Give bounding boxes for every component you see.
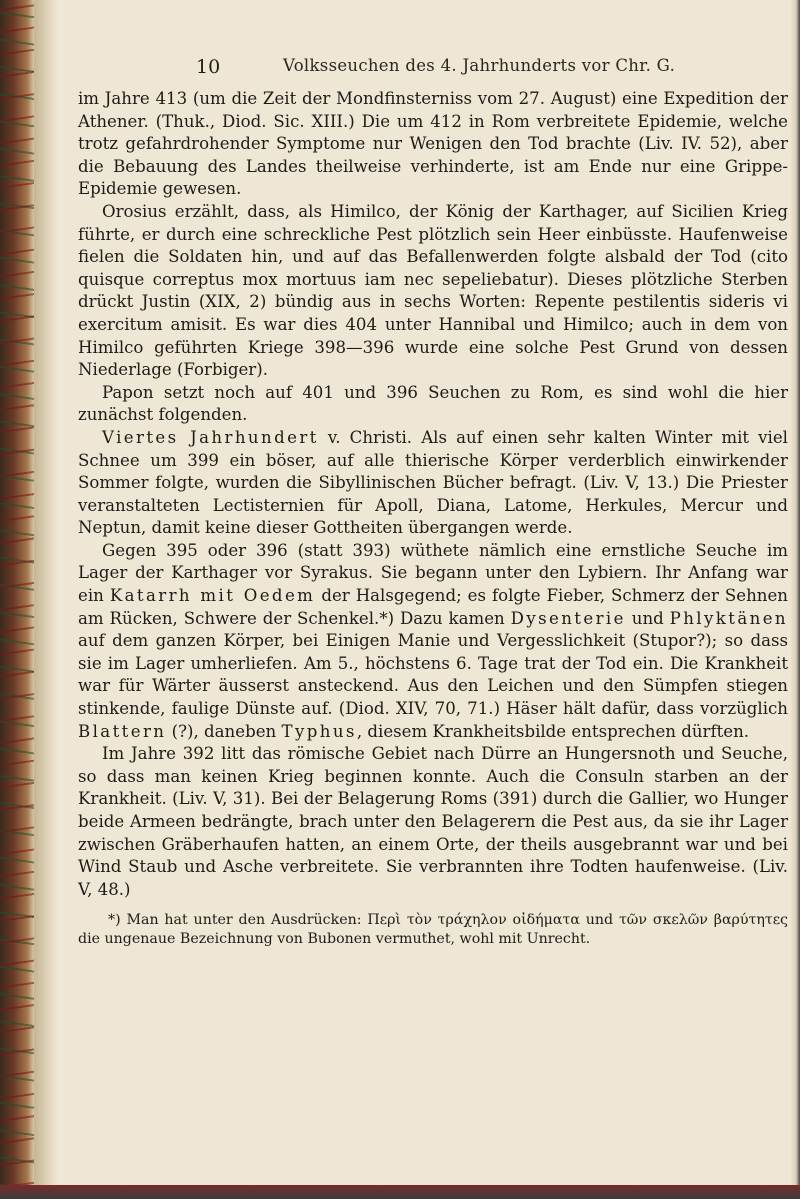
paragraph-text: , diesem Krankheitsbilde entsprechen dürften. (356, 721, 750, 741)
page-content (78, 56, 788, 949)
paragraph-text: Gegen 395 oder 396 (statt 393) wüthete nämlich eine ernstliche Seuche im Lager der Karthager vor Syrakus. Sie begann unter den Lybiern. Ihr Anfang war ein (78, 540, 788, 606)
paragraph: Papon setzt noch auf 401 und 396 Seuchen zu Rom, es sind wohl die hier zunächst folgenden. (78, 382, 788, 425)
footnote-text: *) Man hat unter den Ausdrücken: Περὶ τὸν τράχηλον οἰδήματα und τῶν σκελῶν βαρύτητες die ungenaue Bezeichnung von Bubonen vermuthet, wohl mit Unrecht. (78, 912, 788, 948)
paragraph-text: auf dem ganzen Körper, bei Einigen Manie und Vergesslichkeit (Stupor?); so dass sie im Lager umherliefen. Am 5., höchstens 6. Tage trat der Tod ein. Die Krankheit war für Wärter äusserst ansteckend. Aus den Leichen und den Sümpfen stiegen stinkende, faulige Dünste auf. (Diod. XIV, 70, 71.) Häser hält dafür, dass vorzüglich (78, 631, 788, 719)
page-number: 10 (196, 56, 221, 78)
bottom-edge (0, 1185, 800, 1199)
paragraph-text: und (625, 608, 670, 628)
paragraph-text: v. Christi. Als auf einen sehr kalten Winter mit viel Schnee um 399 ein böser, auf alle thierische Körper verderblich einwirkender Sommer folgte, wurden die Sibyllinischen Bücher befragt. (Liv. V, 13.) Die Priester veranstalteten Lectisternien für Apoll, Diana, Latome, Herkules, Mercur und Neptun, damit keine dieser Gottheiten übergangen werde. (78, 427, 788, 538)
spaced-heading: Viertes Jahrhundert (102, 427, 319, 447)
spaced-term: Blattern (78, 721, 167, 741)
paragraph (78, 540, 788, 743)
book-binding (0, 0, 34, 1199)
spaced-term: Phlyktänen (669, 608, 789, 628)
paragraph-text: (?), daneben (166, 721, 282, 741)
page-header (78, 56, 788, 86)
body-text (78, 88, 788, 901)
page-gutter (34, 0, 58, 1199)
footnote (78, 911, 788, 949)
page-edge (790, 0, 800, 1199)
spaced-term: Dysenterie (510, 608, 626, 628)
paragraph: Orosius erzählt, dass, als Himilco, der König der Karthager, auf Sicilien Krieg führte, er durch eine schreckliche Pest plötzlich sein Heer einbüsste. Haufenweise fielen die Soldaten hin, und auf das Befallenwerden folgte alsbald der Tod (cito quisque correptus mox mortuus iam nec sepeliebatur). Dieses plötzliche Sterben drückt Justin (XIX, 2) bündig aus in sechs Worten: Repente pestilentis sideris vi exercitum amisit. Es war dies 404 unter Hannibal und Himilco; auch in dem von Himilco geführten Kriege 398—396 wurde eine solche Pest Grund von dessen Niederlage (Forbiger). (78, 201, 788, 380)
paragraph: im Jahre 413 (um die Zeit der Mondfinsterniss vom 27. August) eine Expedition der Athener. (Thuk., Diod. Sic. XIII.) Die um 412 in Rom verbreitete Epidemie, welche trotz gefahrdrohender Symptome nur Wenigen den Tod brachte (Liv. IV. 52), aber die Bebauung des Landes theilweise verhinderte, ist am Ende nur eine Grippe-Epidemie gewesen. (78, 89, 788, 199)
paragraph (78, 427, 788, 540)
running-title: Volksseuchen des 4. Jahrhunderts vor Chr. G. (283, 56, 676, 75)
spaced-term: Typhus (281, 721, 357, 741)
spaced-term: Katarrh mit Oedem (109, 586, 316, 606)
paragraph-text: der Halsgegend; es folgte Fieber, Schmerz der Sehnen am Rücken, Schwere der Schenkel.*) Dazu kamen (78, 586, 788, 628)
paragraph: Im Jahre 392 litt das römische Gebiet nach Dürre an Hungersnoth und Seuche, so dass man keinen Krieg beginnen konnte. Auch die Consuln starben an der Krankheit. (Liv. V, 31). Bei der Belagerung Roms (391) durch die Gallier, wo Hunger beide Armeen bedrängte, brach unter den Belagerern die Pest aus, da sie ihr Lager zwischen Gräberhaufen hatten, an einem Orte, der theils ausgebrannt war und bei Wind Staub und Asche verbreitete. Sie verbrannten ihre Todten haufenweise. (Liv. V, 48.) (78, 744, 788, 899)
